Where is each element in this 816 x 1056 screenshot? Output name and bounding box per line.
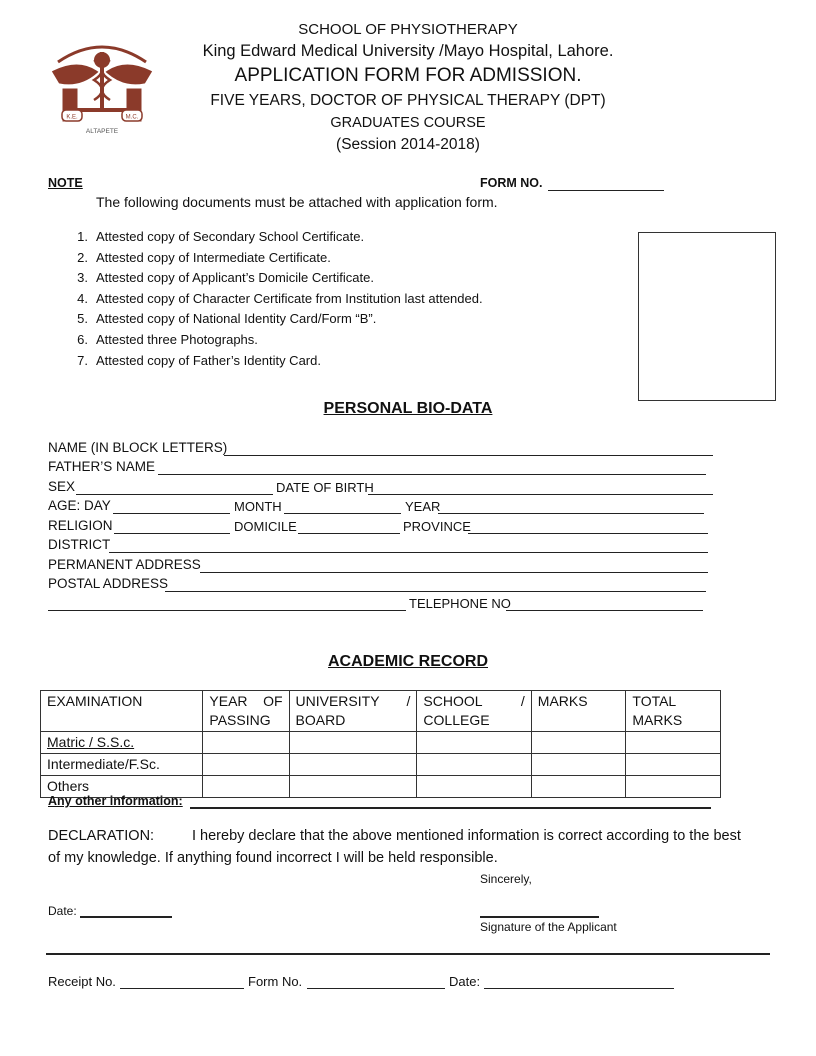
photo-box[interactable] [638, 232, 776, 401]
col-marks: MARKS [531, 691, 626, 732]
table-cell[interactable] [531, 732, 626, 754]
table-cell[interactable] [417, 754, 531, 776]
other-info-field[interactable] [190, 807, 711, 809]
list-item-text: Attested copy of Character Certificate from Institution last attended. [96, 290, 483, 306]
year-label: YEAR [405, 499, 441, 514]
declaration-date-field[interactable] [80, 916, 172, 918]
table-row [41, 732, 721, 754]
footer-form-no-field[interactable] [307, 988, 445, 989]
list-item-number: 1. [77, 229, 88, 244]
telephone-field[interactable] [506, 610, 703, 611]
domicile-label: DOMICILE [234, 519, 297, 534]
list-item-text: Attested copy of Applicant’s Domicile Certificate. [96, 270, 374, 286]
logo-motto: ALTAPETE [85, 128, 119, 135]
list-item-text: Attested copy of Father’s Identity Card. [96, 352, 321, 368]
table-cell[interactable] [203, 776, 289, 798]
table-cell[interactable] [203, 732, 289, 754]
table-cell[interactable] [626, 754, 721, 776]
col-school-college: SCHOOL / COLLEGE [417, 691, 531, 732]
footer-form-no-label: Form No. [248, 974, 303, 989]
col-examination: EXAMINATION [41, 691, 203, 732]
religion-label: RELIGION [48, 518, 113, 533]
list-item [48, 289, 483, 310]
col-year-of-passing: YEAR OF PASSING [203, 691, 289, 732]
postal-address-field-2[interactable] [48, 610, 406, 611]
col-university-board: UNIVERSITY / BOARD [289, 691, 417, 732]
footer-date-label: Date: [449, 974, 481, 989]
logo-ke-text: K.E. [66, 114, 78, 121]
table-cell[interactable] [531, 776, 626, 798]
sex-field[interactable] [76, 494, 273, 495]
col-total-marks: TOTAL MARKS [626, 691, 721, 732]
list-item [48, 330, 483, 351]
university-name: King Edward Medical University /Mayo Hospital, Lahore. [202, 42, 614, 60]
other-info-label: Any other information: [48, 794, 183, 808]
list-item [48, 268, 483, 289]
receipt-no-field[interactable] [120, 988, 244, 989]
table-cell[interactable] [289, 754, 417, 776]
telephone-label: TELEPHONE NO [409, 596, 511, 611]
table-cell[interactable] [417, 776, 531, 798]
form-no-label: FORM NO. [480, 176, 543, 190]
sincerely-text: Sincerely, [480, 872, 532, 886]
age-day-label: AGE: DAY [48, 498, 111, 513]
list-item-number: 5. [77, 311, 88, 327]
signature-label: Signature of the Applicant [480, 920, 617, 934]
footer-date-field[interactable] [484, 988, 674, 989]
exam-name: Matric / S.S.c. [41, 732, 203, 754]
signature-field[interactable] [480, 916, 599, 918]
biodata-heading: PERSONAL BIO-DATA [323, 400, 493, 417]
table-cell[interactable] [626, 776, 721, 798]
dob-field[interactable] [368, 494, 713, 495]
exam-name: Intermediate/F.Sc. [41, 754, 203, 776]
declaration-text-2: of my knowledge. If anything found incorrect I will be held responsible. [48, 850, 498, 866]
program-title: FIVE YEARS, DOCTOR OF PHYSICAL THERAPY (DPT) [210, 92, 606, 109]
year-field[interactable] [438, 513, 704, 514]
list-item [48, 227, 483, 248]
list-item-number: 7. [77, 352, 88, 368]
declaration-label: DECLARATION: [48, 828, 155, 844]
table-cell[interactable] [626, 732, 721, 754]
list-item [48, 351, 483, 372]
month-label: MONTH [234, 499, 282, 514]
form-title: APPLICATION FORM FOR ADMISSION. [234, 65, 582, 86]
list-item-text: Attested copy of Secondary School Certificate. [96, 229, 365, 244]
name-label: NAME (IN BLOCK LETTERS) [48, 440, 228, 455]
table-cell[interactable] [289, 776, 417, 798]
district-label: DISTRICT [48, 537, 111, 552]
domicile-field[interactable] [298, 533, 400, 534]
note-intro: The following documents must be attached with application form. [96, 194, 498, 210]
religion-field[interactable] [114, 533, 230, 534]
list-item [48, 309, 483, 330]
father-name-field[interactable] [158, 474, 706, 475]
school-name: SCHOOL OF PHYSIOTHERAPY [298, 21, 518, 38]
form-no-field[interactable] [548, 190, 664, 191]
course-title: GRADUATES COURSE [330, 115, 486, 131]
receipt-no-label: Receipt No. [48, 974, 116, 989]
note-label: NOTE [48, 176, 83, 190]
province-field[interactable] [468, 533, 708, 534]
postal-address-field[interactable] [165, 591, 706, 592]
documents-list [48, 227, 483, 371]
list-item [48, 248, 483, 269]
province-label: PROVINCE [403, 519, 471, 534]
list-item-number: 4. [77, 290, 88, 306]
footer-divider [46, 953, 770, 955]
table-cell[interactable] [417, 732, 531, 754]
district-field[interactable] [109, 552, 708, 553]
list-item-number: 6. [77, 331, 88, 347]
declaration-date-label: Date: [48, 904, 77, 918]
list-item-number: 2. [77, 249, 88, 265]
academic-heading: ACADEMIC RECORD [328, 653, 488, 670]
table-cell[interactable] [289, 732, 417, 754]
table-cell[interactable] [531, 754, 626, 776]
logo-mc-text: M.C. [125, 114, 139, 121]
list-item-text: Attested three Photographs. [96, 331, 258, 347]
table-cell[interactable] [203, 754, 289, 776]
declaration-text-1: I hereby declare that the above mentioned information is correct according to the best [192, 828, 741, 844]
list-item-number: 3. [77, 270, 88, 286]
dob-label: DATE OF BIRTH [276, 480, 374, 495]
sex-label: SEX [48, 479, 76, 494]
list-item-text: Attested copy of National Identity Card/Form “B”. [96, 311, 377, 327]
name-field[interactable] [224, 455, 713, 456]
academic-table [40, 690, 721, 798]
exam-name: Others [41, 776, 203, 798]
postal-address-label: POSTAL ADDRESS [48, 576, 169, 591]
permanent-address-field[interactable] [200, 572, 708, 573]
list-item-text: Attested copy of Intermediate Certificate. [96, 249, 331, 265]
table-row [41, 754, 721, 776]
month-field[interactable] [284, 513, 401, 514]
age-day-field[interactable] [113, 513, 230, 514]
academic-header-row [41, 691, 721, 732]
permanent-address-label: PERMANENT ADDRESS [48, 557, 201, 572]
session-title: (Session 2014-2018) [336, 136, 480, 153]
father-name-label: FATHER’S NAME [48, 459, 156, 474]
